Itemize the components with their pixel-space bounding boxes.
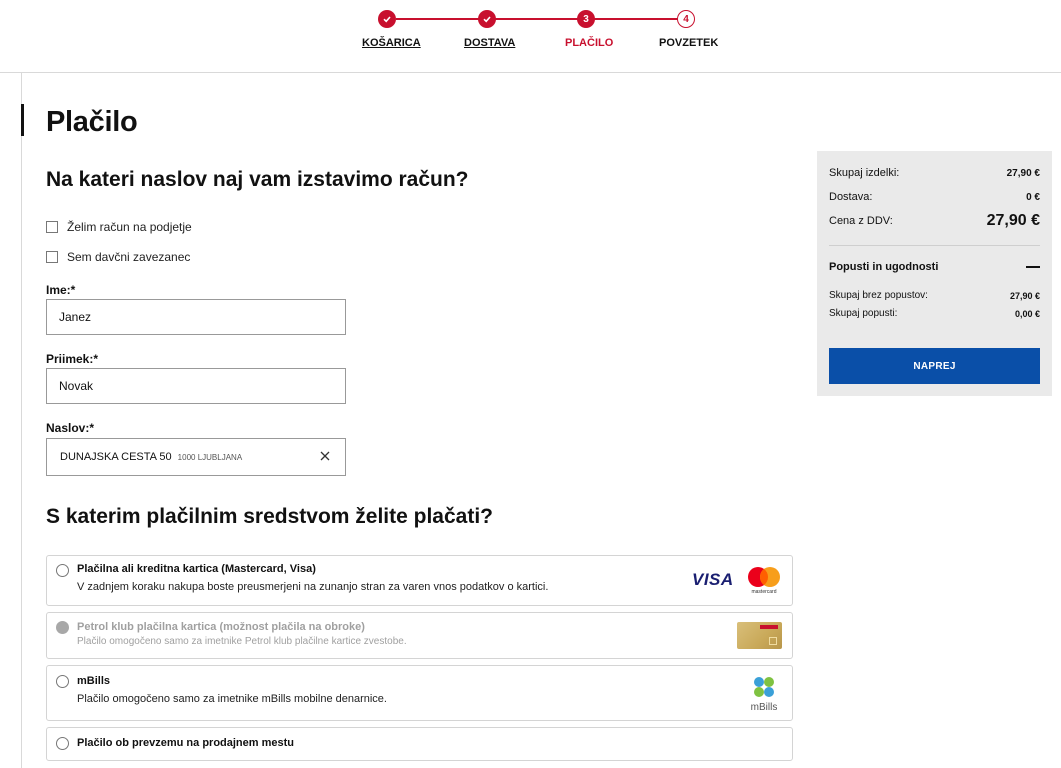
- page-title: Plačilo: [46, 106, 138, 138]
- payment-mbills-title: mBills: [77, 675, 111, 687]
- address-street: DUNAJSKA CESTA 50: [60, 451, 172, 463]
- payment-card-desc: V zadnjem koraku nakupa boste preusmerjeni na zunanjo stran za varen vnos podatkov o kartici.: [77, 581, 549, 593]
- checkbox-tax-label: Sem davčni zavezanec: [67, 250, 191, 264]
- title-accent-bar: [21, 104, 24, 136]
- summary-items-label: Skupaj izdelki:: [829, 167, 900, 179]
- step-kosarica[interactable]: KOŠARICA: [362, 37, 421, 49]
- discounts-heading: Popusti in ugodnosti: [829, 261, 939, 273]
- visa-logo: VISA: [692, 570, 734, 589]
- summary-discount-row: [829, 308, 1040, 319]
- step-1-check-icon[interactable]: [378, 10, 396, 28]
- payment-option-mbills[interactable]: [46, 665, 793, 721]
- summary-divider: [829, 245, 1040, 246]
- summary-no-discount-value: 27,90 €: [1009, 290, 1040, 301]
- radio-pickup[interactable]: [56, 737, 69, 750]
- mbills-logo: [744, 674, 784, 716]
- checkbox-tax-row[interactable]: [46, 250, 190, 264]
- step-3-number: 3: [577, 10, 595, 28]
- summary-delivery-label: Dostava:: [829, 191, 873, 203]
- discounts-toggle[interactable]: [829, 261, 1040, 273]
- summary-total-row: [829, 212, 1040, 230]
- mbills-icon: [744, 674, 784, 702]
- payment-pickup-title: Plačilo ob prevzemu na prodajnem mestu: [77, 737, 294, 749]
- checkout-stepper: [0, 0, 1061, 73]
- step-dostava[interactable]: DOSTAVA: [464, 37, 516, 49]
- first-name-input[interactable]: [46, 299, 346, 335]
- address-label: Naslov:*: [46, 421, 95, 435]
- payment-option-card[interactable]: [46, 555, 793, 606]
- summary-items-row: [829, 167, 1040, 179]
- radio-mbills[interactable]: [56, 675, 69, 688]
- petrol-card-icon: [737, 622, 782, 649]
- mastercard-logo-icon: [744, 565, 784, 595]
- stepper-line: [396, 18, 678, 20]
- summary-no-discount-label: Skupaj brez popustov:: [829, 290, 928, 301]
- address-city: 1000 LJUBLJANA: [177, 452, 243, 462]
- step-placilo: PLAČILO: [565, 37, 614, 49]
- step-2-check-icon[interactable]: [478, 10, 496, 28]
- checkbox-tax[interactable]: [46, 251, 58, 263]
- payment-heading: S katerim plačilnim sredstvom želite plačati?: [46, 505, 493, 528]
- payment-option-pickup[interactable]: [46, 727, 793, 761]
- first-name-label: Ime:*: [46, 283, 76, 297]
- radio-petrol: [56, 621, 69, 634]
- clear-icon[interactable]: [318, 449, 332, 463]
- summary-items-value: 27,90 €: [1006, 167, 1040, 179]
- checkbox-company-row[interactable]: [46, 220, 192, 234]
- summary-total-label: Cena z DDV:: [829, 215, 893, 227]
- order-summary: [817, 151, 1052, 396]
- payment-mbills-desc: Plačilo omogočeno samo za imetnike mBills mobilne denarnice.: [77, 693, 387, 705]
- checkbox-company[interactable]: [46, 221, 58, 233]
- payment-petrol-title: Petrol klub plačilna kartica (možnost plačila na obroke): [77, 621, 365, 633]
- summary-discount-label: Skupaj popusti:: [829, 308, 898, 319]
- payment-option-petrol: [46, 612, 793, 659]
- last-name-input[interactable]: [46, 368, 346, 404]
- collapse-minus-icon[interactable]: [1026, 266, 1040, 268]
- payment-card-title: Plačilna ali kreditna kartica (Mastercard, Visa): [77, 563, 316, 575]
- mbills-logo-text: mBills: [750, 702, 778, 713]
- radio-card[interactable]: [56, 564, 69, 577]
- next-button[interactable]: NAPREJ: [829, 348, 1040, 384]
- last-name-label: Priimek:*: [46, 352, 99, 366]
- summary-no-discount-row: [829, 290, 1040, 301]
- left-divider: [21, 73, 22, 768]
- address-field[interactable]: [46, 438, 346, 476]
- summary-delivery-row: [829, 191, 1040, 203]
- checkbox-company-label: Želim račun na podjetje: [67, 220, 192, 234]
- step-povzetek: POVZETEK: [659, 37, 719, 49]
- step-4-number: 4: [677, 10, 695, 28]
- summary-discount-value: 0,00 €: [1014, 308, 1040, 319]
- summary-delivery-value: 0 €: [1026, 191, 1040, 203]
- payment-petrol-desc: Plačilo omogočeno samo za imetnike Petrol klub plačilne kartice zvestobe.: [77, 636, 407, 647]
- billing-heading: Na kateri naslov naj vam izstavimo račun?: [46, 168, 469, 191]
- summary-total-value: 27,90 €: [986, 212, 1040, 229]
- mastercard-text: mastercard: [751, 589, 777, 595]
